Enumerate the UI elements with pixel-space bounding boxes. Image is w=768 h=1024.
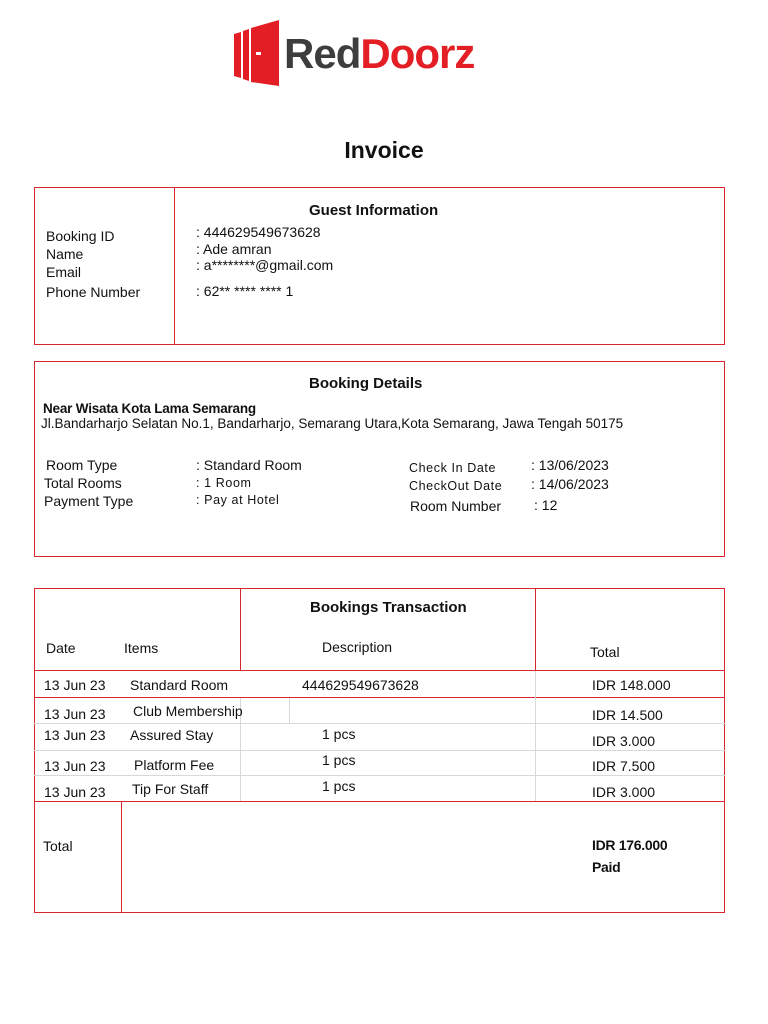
total-label: Total (43, 838, 73, 854)
value-check-out: : 14/06/2023 (531, 476, 609, 492)
door-icon (232, 20, 282, 86)
row-date: 13 Jun 23 (44, 758, 106, 774)
label-payment-type: Payment Type (44, 493, 134, 509)
label-name: Name (46, 246, 84, 262)
grid-col-3 (535, 671, 536, 801)
row-date: 13 Jun 23 (44, 727, 106, 743)
total-divider (121, 801, 122, 913)
row-description: 1 pcs (322, 778, 356, 794)
header-divider-1 (240, 588, 241, 671)
row-item: Assured Stay (130, 727, 214, 743)
label-room-type: Room Type (46, 457, 118, 473)
row-date: 13 Jun 23 (44, 784, 106, 800)
value-email: : a********@gmail.com (196, 257, 334, 273)
label-booking-id: Booking ID (46, 228, 115, 244)
value-name: : Ade amran (196, 241, 272, 257)
page-title: Invoice (344, 137, 424, 163)
value-room-type: : Standard Room (196, 457, 302, 473)
col-description: Description (322, 639, 393, 655)
row-date: 13 Jun 23 (44, 677, 106, 693)
row3-line (34, 750, 725, 751)
row-total: IDR 3.000 (592, 784, 656, 800)
label-check-in: Check In Date (409, 461, 497, 475)
row-description: 1 pcs (322, 752, 356, 768)
booking-heading: Booking Details (309, 375, 423, 392)
value-total-rooms: : 1 Room (196, 476, 252, 490)
value-phone: : 62** **** **** 1 (196, 283, 294, 299)
row-total: IDR 7.500 (592, 758, 656, 774)
value-room-number: : 12 (534, 497, 558, 513)
row-description: 444629549673628 (302, 677, 419, 693)
label-room-number: Room Number (410, 498, 502, 514)
row-total: IDR 148.000 (592, 677, 671, 693)
value-check-in: : 13/06/2023 (531, 457, 609, 473)
row-total: IDR 3.000 (592, 733, 656, 749)
row-item: Tip For Staff (132, 781, 209, 797)
reddoorz-logo (232, 20, 502, 86)
grid-col-2 (289, 698, 290, 723)
value-booking-id: : 444629549673628 (196, 224, 321, 240)
col-items: Items (124, 640, 159, 656)
brand-name (284, 30, 474, 78)
hotel-name: Near Wisata Kota Lama Semarang (43, 401, 256, 416)
label-email: Email (46, 264, 82, 280)
payment-status: Paid (592, 859, 621, 875)
row-description: 1 pcs (322, 726, 356, 742)
row4-line (34, 775, 725, 776)
total-top-line (34, 801, 725, 802)
label-check-out: CheckOut Date (409, 479, 503, 493)
row1-bottom-line (34, 697, 725, 698)
label-total-rooms: Total Rooms (44, 475, 122, 491)
label-phone: Phone Number (46, 284, 141, 300)
total-value: IDR 176.000 (592, 837, 668, 853)
col-total: Total (590, 644, 620, 660)
header-bottom-line (34, 670, 725, 671)
col-date: Date (46, 640, 76, 656)
value-payment-type: : Pay at Hotel (196, 493, 280, 507)
transaction-heading: Bookings Transaction (310, 599, 467, 616)
row-date: 13 Jun 23 (44, 706, 106, 722)
row-total: IDR 14.500 (592, 707, 663, 723)
row-item: Standard Room (130, 677, 229, 693)
row-item: Club Membership (133, 703, 243, 719)
guest-divider (174, 187, 175, 345)
guest-heading: Guest Information (309, 202, 439, 219)
row-item: Platform Fee (134, 757, 215, 773)
hotel-address: Jl.Bandarharjo Selatan No.1, Bandarharjo, Semarang Utara,Kota Semarang, Jawa Tengah 50175 (41, 416, 624, 431)
header-divider-2 (535, 588, 536, 671)
brand-red: Red (284, 30, 361, 77)
brand-doorz: Doorz (360, 30, 475, 77)
